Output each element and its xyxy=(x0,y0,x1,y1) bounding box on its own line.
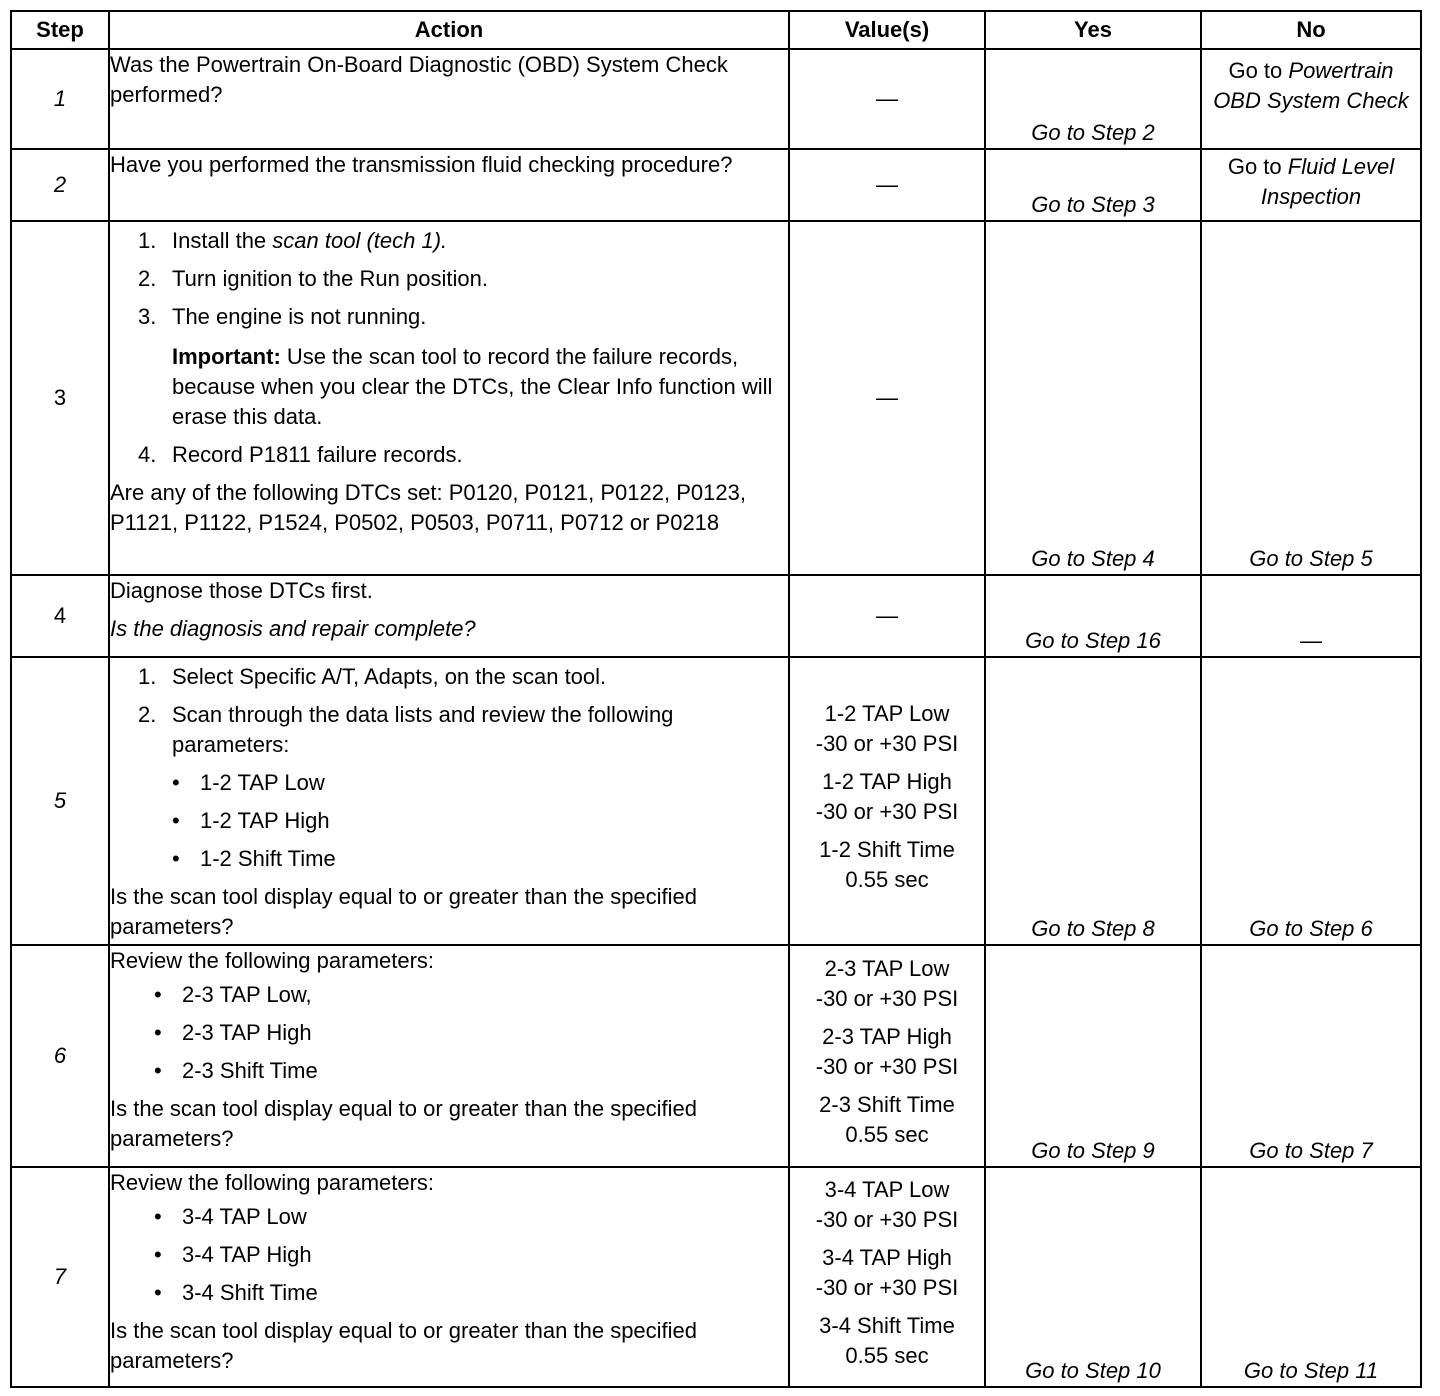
item-text: Select Specific A/T, Adapts, on the scan tool. xyxy=(172,664,607,689)
no-prefix: Go to xyxy=(1227,154,1282,179)
item-number: 1. xyxy=(138,664,157,689)
action-cell xyxy=(109,1167,789,1387)
bullet-item xyxy=(154,1018,788,1048)
value-spec: -30 or +30 PSI xyxy=(815,1207,959,1232)
value-name: 1-2 TAP Low xyxy=(824,701,950,726)
value-name: 1-2 Shift Time xyxy=(819,837,955,862)
step-number: 5 xyxy=(11,657,109,945)
item-number: 3. xyxy=(138,304,157,329)
action-cell xyxy=(109,221,789,575)
value-name: 3-4 TAP Low xyxy=(824,1177,950,1202)
action-cell xyxy=(109,575,789,657)
no-link[interactable]: Go to Step 6 xyxy=(1249,916,1373,941)
action-cell xyxy=(109,49,789,149)
no-cell xyxy=(1201,149,1421,221)
value-name: 1-2 TAP High xyxy=(822,769,952,794)
item-text-plain: Install the xyxy=(172,228,267,253)
intro: Review the following parameters: xyxy=(110,1170,435,1195)
list-item xyxy=(138,662,788,692)
bullet-item xyxy=(154,1278,788,1308)
note-label: Important: xyxy=(172,344,281,369)
no-link[interactable]: Go to Step 11 xyxy=(1243,1358,1379,1383)
value-group xyxy=(790,954,984,1014)
no-cell xyxy=(1201,945,1421,1167)
step-number: 4 xyxy=(11,575,109,657)
value-group xyxy=(790,1311,984,1371)
step-number: 3 xyxy=(11,221,109,575)
yes-link[interactable]: Go to Step 3 xyxy=(1031,192,1155,217)
dash: — xyxy=(876,172,898,197)
value-cell xyxy=(789,149,985,221)
list-item xyxy=(138,700,788,760)
value-group xyxy=(790,1090,984,1150)
table-row xyxy=(11,221,1421,575)
bullet-item xyxy=(154,1202,788,1232)
bullet-item xyxy=(172,806,788,836)
table-row xyxy=(11,945,1421,1167)
question: Is the scan tool display equal to or greater than the specified parameters? xyxy=(110,884,698,939)
item-number: 2. xyxy=(138,266,157,291)
item-text: Scan through the data lists and review the following parameters: xyxy=(172,702,674,757)
yes-cell xyxy=(985,945,1201,1167)
yes-cell xyxy=(985,575,1201,657)
value-group xyxy=(790,767,984,827)
bullet-text: 3-4 Shift Time xyxy=(182,1280,318,1305)
bullet-dot: • xyxy=(172,846,180,871)
bullet-dot: • xyxy=(172,808,180,833)
dash: — xyxy=(876,86,898,111)
diagnostic-table xyxy=(10,10,1422,1388)
item-number: 1. xyxy=(138,228,157,253)
list-item xyxy=(138,264,788,294)
value-name: 2-3 TAP High xyxy=(822,1024,952,1049)
bullet-text: 2-3 TAP High xyxy=(182,1020,312,1045)
question: Is the diagnosis and repair complete? xyxy=(110,616,476,641)
item-number: 2. xyxy=(138,702,157,727)
no-cell xyxy=(1201,221,1421,575)
dash: — xyxy=(876,385,898,410)
bullet-dot: • xyxy=(154,1242,162,1267)
table-row xyxy=(11,149,1421,221)
action-cell xyxy=(109,945,789,1167)
value-spec: -30 or +30 PSI xyxy=(815,1054,959,1079)
table-row xyxy=(11,575,1421,657)
action-line: Diagnose those DTCs first. xyxy=(110,578,373,603)
header-step: Step xyxy=(11,11,109,49)
value-cell xyxy=(789,945,985,1167)
step-number: 2 xyxy=(11,149,109,221)
step-number: 1 xyxy=(11,49,109,149)
yes-cell xyxy=(985,149,1201,221)
intro: Review the following parameters: xyxy=(110,948,435,973)
dash: — xyxy=(876,603,898,628)
list-item xyxy=(138,302,788,332)
header-values: Value(s) xyxy=(789,11,985,49)
step-number: 6 xyxy=(11,945,109,1167)
value-cell xyxy=(789,49,985,149)
question: Is the scan tool display equal to or greater than the specified parameters? xyxy=(110,1318,698,1373)
note-text: Use the scan tool to record the failure records, because when you clear the DTCs, the Clear Info function will erase this data. xyxy=(172,344,773,429)
action-cell xyxy=(109,657,789,945)
bullet-item xyxy=(154,1056,788,1086)
question: Have you performed the transmission fluid checking procedure? xyxy=(110,152,733,177)
value-name: 3-4 TAP High xyxy=(822,1245,952,1270)
header-yes: Yes xyxy=(985,11,1201,49)
yes-link[interactable]: Go to Step 4 xyxy=(1031,546,1155,571)
header-action: Action xyxy=(109,11,789,49)
question: Was the Powertrain On-Board Diagnostic (OBD) System Check performed? xyxy=(110,52,728,107)
table-row xyxy=(11,49,1421,149)
item-text: Record P1811 failure records. xyxy=(172,442,463,467)
item-text: The engine is not running. xyxy=(172,304,427,329)
value-group xyxy=(790,1175,984,1235)
bullet-text: 1-2 Shift Time xyxy=(200,846,336,871)
item-text: Turn ignition to the Run position. xyxy=(172,266,488,291)
bullet-text: 2-3 Shift Time xyxy=(182,1058,318,1083)
action-cell xyxy=(109,149,789,221)
value-cell xyxy=(789,1167,985,1387)
value-name: 2-3 Shift Time xyxy=(819,1092,955,1117)
list-item xyxy=(138,226,788,256)
no-cell xyxy=(1201,575,1421,657)
value-spec: -30 or +30 PSI xyxy=(815,986,959,1011)
bullet-dot: • xyxy=(154,1058,162,1083)
no-cell xyxy=(1201,657,1421,945)
bullet-dot: • xyxy=(154,1280,162,1305)
value-spec: 0.55 sec xyxy=(845,1343,929,1368)
bullet-dot: • xyxy=(172,770,180,795)
bullet-dot: • xyxy=(154,1020,162,1045)
yes-link[interactable]: Go to Step 9 xyxy=(1031,1138,1155,1163)
no-link[interactable]: Powertrain OBD System Check xyxy=(1213,58,1409,113)
value-group xyxy=(790,699,984,759)
value-spec: -30 or +30 PSI xyxy=(815,731,959,756)
value-name: 3-4 Shift Time xyxy=(819,1313,955,1338)
yes-cell xyxy=(985,657,1201,945)
no-prefix: Go to xyxy=(1228,58,1283,83)
yes-link[interactable]: Go to Step 2 xyxy=(1031,120,1155,145)
no-cell xyxy=(1201,49,1421,149)
value-group xyxy=(790,1243,984,1303)
value-cell xyxy=(789,221,985,575)
bullet-item xyxy=(172,768,788,798)
value-name: 2-3 TAP Low xyxy=(824,956,950,981)
yes-link[interactable]: Go to Step 8 xyxy=(1031,916,1155,941)
bullet-text: 1-2 TAP High xyxy=(200,808,330,833)
value-group xyxy=(790,1022,984,1082)
yes-link[interactable]: Go to Step 10 xyxy=(1025,1358,1161,1383)
bullet-item xyxy=(172,844,788,874)
bullet-dot: • xyxy=(154,1204,162,1229)
yes-link[interactable]: Go to Step 16 xyxy=(1025,628,1161,653)
dash: — xyxy=(1300,628,1322,653)
no-link[interactable]: Fluid Level Inspection xyxy=(1260,154,1395,209)
bullet-dot: • xyxy=(154,982,162,1007)
no-link[interactable]: Go to Step 5 xyxy=(1249,546,1373,571)
value-spec: 0.55 sec xyxy=(845,1122,929,1147)
important-note xyxy=(172,342,788,432)
no-cell xyxy=(1201,1167,1421,1387)
bullet-item xyxy=(154,980,788,1010)
value-spec: 0.55 sec xyxy=(845,867,929,892)
header-no: No xyxy=(1201,11,1421,49)
item-number: 4. xyxy=(138,442,157,467)
yes-cell xyxy=(985,221,1201,575)
value-cell xyxy=(789,575,985,657)
table-row xyxy=(11,657,1421,945)
no-link[interactable]: Go to Step 7 xyxy=(1249,1138,1373,1163)
bullet-text: 2-3 TAP Low, xyxy=(182,982,312,1007)
value-spec: -30 or +30 PSI xyxy=(815,1275,959,1300)
question: Are any of the following DTCs set: P0120, P0121, P0122, P0123, P1121, P1122, P1524, P0502, P0503, P0711, P0712 or P0218 xyxy=(110,480,746,535)
yes-cell xyxy=(985,49,1201,149)
yes-cell xyxy=(985,1167,1201,1387)
question: Is the scan tool display equal to or greater than the specified parameters? xyxy=(110,1096,698,1151)
bullet-text: 3-4 TAP High xyxy=(182,1242,312,1267)
value-cell xyxy=(789,657,985,945)
bullet-text: 3-4 TAP Low xyxy=(182,1204,307,1229)
bullet-item xyxy=(154,1240,788,1270)
value-group xyxy=(790,835,984,895)
list-item xyxy=(138,440,788,470)
value-spec: -30 or +30 PSI xyxy=(815,799,959,824)
bullet-text: 1-2 TAP Low xyxy=(200,770,325,795)
table-row xyxy=(11,1167,1421,1387)
item-text xyxy=(172,226,447,256)
step-number: 7 xyxy=(11,1167,109,1387)
item-text-emphasis: scan tool (tech 1). xyxy=(272,228,448,253)
header-row xyxy=(11,11,1421,49)
